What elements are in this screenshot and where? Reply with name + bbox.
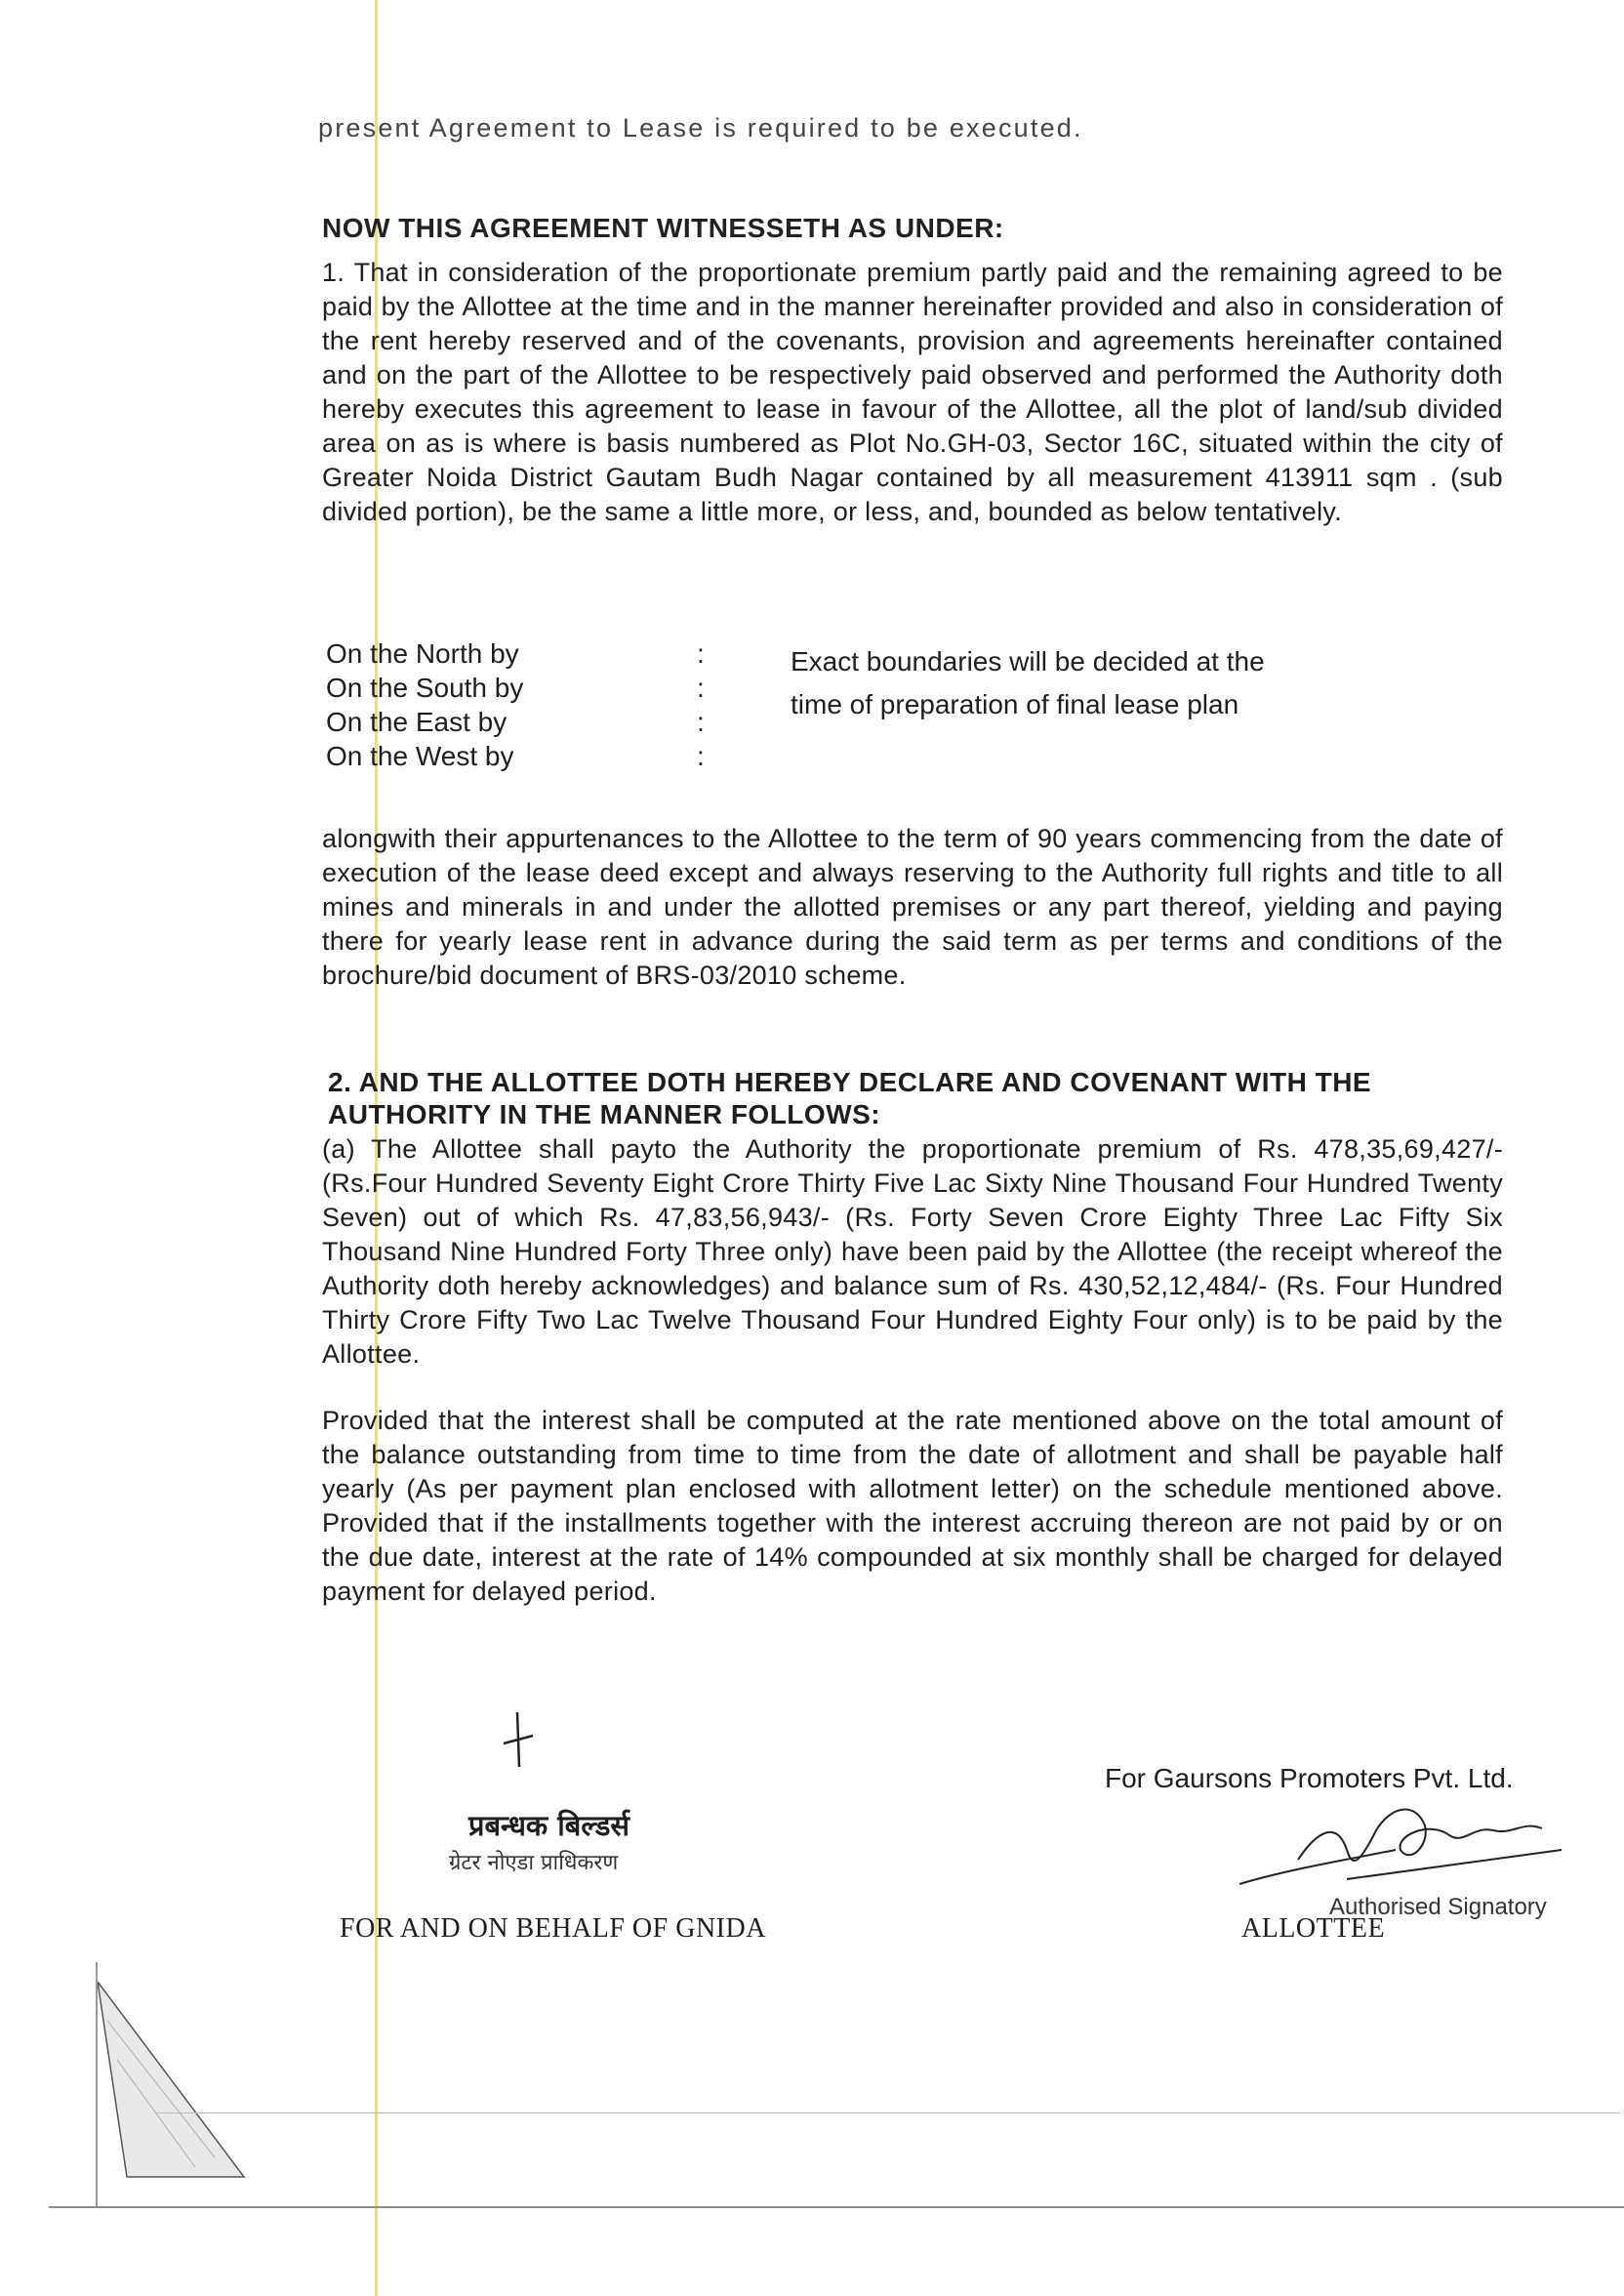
boundary-north: On the North by (326, 638, 519, 669)
boundary-west: On the West by (326, 741, 514, 771)
authorised-signatory-label: Authorised Signatory (1329, 1894, 1547, 1920)
interest-proviso-paragraph: Provided that the interest shall be computed at the rate mentioned above on the total amount of the balance outstanding from time to time from the date of allotment and shall be payable half yearly (As per payment plan enclosed with allotment letter) on the schedule mentioned above. Provided that if the installments together with the interest accruing thereon are not paid by or on the due date, interest at the rate of 14% compounded at six monthly shall be charged for delayed payment for delayed period. (322, 1406, 1503, 1606)
allottee-label: ALLOTTEE (1241, 1913, 1386, 1944)
colon: : (697, 741, 705, 771)
boundaries-table (326, 636, 1400, 793)
initials-mark (498, 1710, 537, 1769)
page-edge-bottom (49, 2206, 1624, 2208)
handwritten-signature (1230, 1791, 1581, 1899)
company-label: For Gaursons Promoters Pvt. Ltd. (1105, 1763, 1514, 1793)
clause-1-paragraph: 1. That in consideration of the proportionate premium partly paid and the remaining agreed to be paid by the Allottee at the time and in the manner hereinafter provided and also in consideration of the rent hereby reserved and of the covenants, provision and agreements hereinafter contained and on the part of the Allottee to be respectively paid observed and performed the Authority doth hereby executes this agreement to lease in favour of the Allottee, all the plot of land/sub divided area on as is where is basis numbered as Plot No.GH-03, Sector 16C, situated within the city of Greater Noida District Gautam Budh Nagar contained by all measurement 413911 sqm . (sub divided portion), be the same a little more, or less, and, bounded as below tentatively. (322, 258, 1503, 526)
folded-corner (98, 1982, 254, 2187)
boundary-note-line-2: time of preparation of final lease plan (791, 689, 1239, 719)
boundary-labels (326, 636, 619, 773)
colon: : (697, 673, 705, 703)
colon: : (697, 707, 705, 737)
boundary-south: On the South by (326, 673, 524, 703)
colon: : (697, 638, 705, 669)
boundary-note-line-1: Exact boundaries will be decided at the (791, 646, 1265, 676)
boundary-colons (697, 636, 716, 773)
page-edge-line (156, 2112, 1620, 2113)
section-heading-witnesseth: NOW THIS AGREEMENT WITNESSETH AS UNDER: (322, 213, 1004, 243)
gnida-label: FOR AND ON BEHALF OF GNIDA (340, 1913, 766, 1944)
hindi-stamp-title: प्रबन्धक बिल्डर्स (468, 1809, 629, 1842)
boundary-note (791, 640, 1376, 726)
section-heading-covenant: 2. AND THE ALLOTTEE DOTH HEREBY DECLARE AND COVENANT WITH THE AUTHORITY IN THE MANNER FOLLOWS: (328, 1067, 1372, 1129)
hindi-stamp-subtitle: ग्रेटर नोएडा प्राधिकरण (449, 1851, 619, 1875)
page-edge-left (96, 1962, 98, 2206)
continuation-line: present Agreement to Lease is required to be executed. (318, 113, 1083, 143)
clause-2a-paragraph: (a) The Allottee shall payto the Authority the proportionate premium of Rs. 478,35,69,427/- (Rs.Four Hundred Seventy Eight Crore Thirty Five Lac Sixty Nine Thousand Four Hundred Twenty Seven) out of which Rs. 47,83,56,943/- (Rs. Forty Seven Crore Eighty Three Lac Fifty Six Thousand Nine Hundred Forty Three only) have been paid by the Allottee (the receipt whereof the Authority doth hereby acknowledges) and balance sum of Rs. 430,52,12,484/- (Rs. Four Hundred Thirty Crore Fifty Two Lac Twelve Thousand Four Hundred Eighty Four only) is to be paid by the Allottee. (322, 1134, 1503, 1369)
boundary-east: On the East by (326, 707, 508, 737)
appurtenances-paragraph: alongwith their appurtenances to the Allottee to the term of 90 years commencing from the date of execution of the lease deed except and always reserving to the Authority full rights and title to all mines and minerals in and under the allotted premises or any part thereof, yielding and paying there for yearly lease rent in advance during the said term as per terms and conditions of the brochure/bid document of BRS-03/2010 scheme. (322, 824, 1503, 990)
